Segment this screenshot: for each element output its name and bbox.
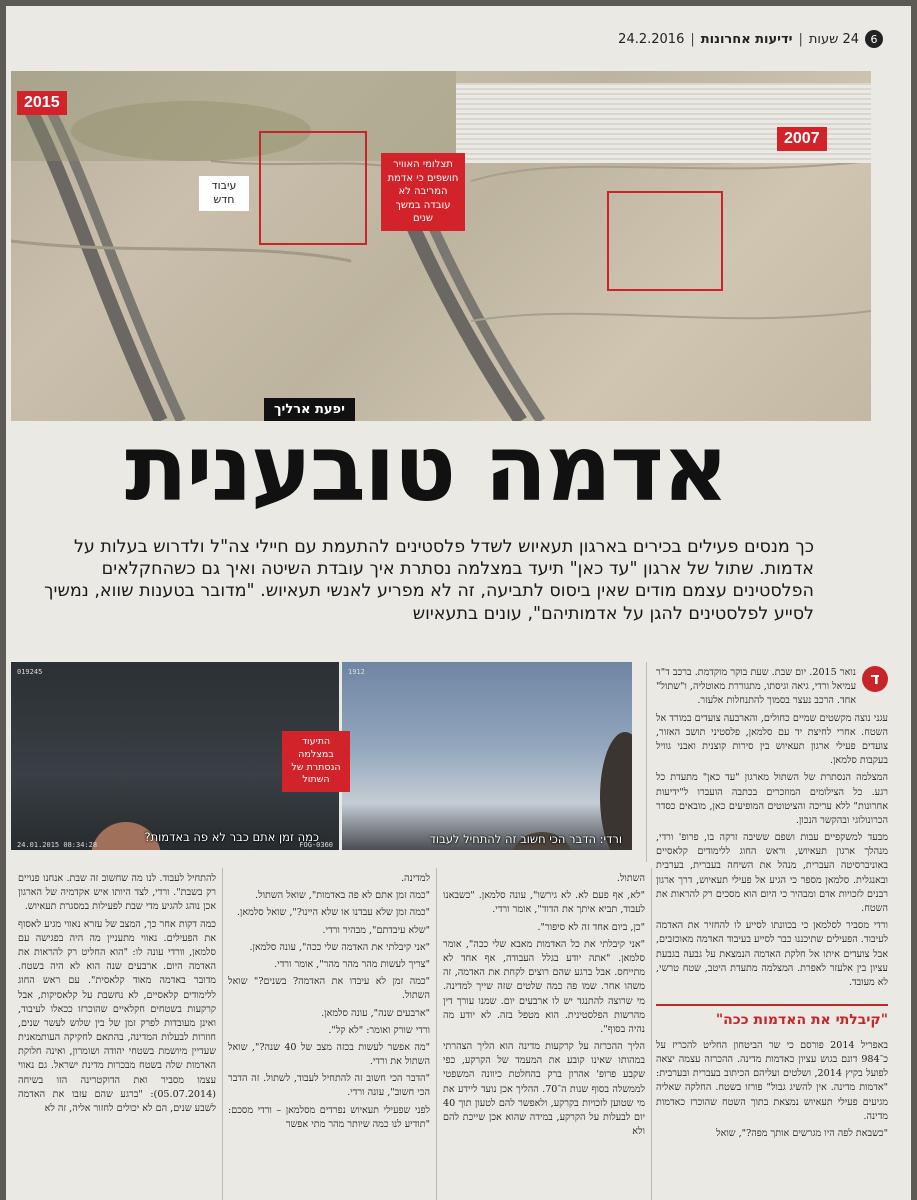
issue-date: 24.2.2016 [618,31,685,47]
paragraph: כמה דקות אחר כך, המצב של עזרא נאווי מגיע לאסוף את הפעילים. נאווי מתעניין מה היה בפגישה עם סלמאן, וורדי עונה לו: "הוא החליט רק להראות את האדמה היום. ארבעים שנה הוא לא היה בשטח. מדובר באדמה מאוד קלאסית". עם ראש החוג ללימודים קלאסיים, לא נחשבת על קלאסיקות, אבל קרקעות בשטחים חקלאיים שהוכרזו ככאלו לעיבוד, ואינן מעובדות לפרק זמן של בין שלוש לעשר שנים, חוזרות לבעלות המדינה, בהתאם לחקיקה העותמאנית שעדיין מיושמת בשטחי יהודה ושומרון, ואינה חלוקת האדמות שלה בשטח מבכרות מדינת ישראל. גם נאווי עצמו מסביר ואת הדוקטרינה הזו בשיחה (05.07.2014): "ברגע שהם עזבו את האדמה לשבע שנים, הם לא יכולים לחזור אליה, זה לא [18,918,216,1114]
paragraph: "הדבר הכי חשוב זה להתחיל לעבוד, לשתול. זה הדבר הכי חשוב", עונה ורדי. [228,1073,430,1099]
column-text [656,1039,888,1141]
paragraph: "לא, אף פעם לא. לא גירשו", עונה סלמאן. "כשבאנו לעבוד, תביא איתך את הדוד", אומר ורדי. [443,890,645,916]
decorative-stripes [456,83,871,163]
column-rule [651,868,652,1200]
column-rule [646,662,647,862]
year-badge-2015: 2015 [17,91,67,115]
paragraph: "כן, ביום אחד זה לא סיפור". [537,921,645,933]
paragraph: לפני שפעילי תעאיוש נפרדים מסלמאן – ורדי מסכם: "תודיע לנו כמה שיותר מהר מתי אפשר [228,1104,430,1130]
aerial-caption: תצלומי האוויר חושפים כי אדמת המריבה לא עובדה במשך שנים [381,153,465,231]
paragraph: "אני קיבלתי את האדמה שלי ככה", עונה סלמאן. [249,941,430,953]
masthead [618,30,883,48]
hidden-camera-caption: התיעוד במצלמה הנסתרת של השתול [282,731,350,792]
paragraph: נואר 2015. יום שבת. שעת בוקר מוקדמת. ברכב ד"ר עמיאל ורדי, גיאה וגיסתו, מתגוררת מאוטליה, ו"שתול" אחד. הרכב נעצר בסמוך להתנחלות אלעזר. [656,667,856,707]
frame-code: 019245 [17,668,43,676]
paragraph: "צריך לעשות מהר מהר מהר", אומר ורדי. [274,958,430,970]
column-rule [436,868,437,1200]
highlight-box-2007 [607,191,723,291]
article-column-3 [228,872,430,1196]
column-text [656,666,888,990]
paragraph: להתחיל לעבוד. לנו מה שחשוב זה שבת. אנחנו פנויים רק בשבת". ורדי, לצד היותו איש אקדמיה של הארגון אכן נוהג להגיע מדי שבת לפעילות במסגרת תעאיוש. [18,873,216,913]
newspaper-page [6,6,911,1200]
newspaper-name: ידיעות אחרונות [700,31,793,47]
hidden-camera-frame-right [342,662,632,850]
paragraph: "כמה זמן אתם לא פה באדמות", שואל השתול. [255,890,430,902]
paragraph: השתול. [616,873,645,884]
paragraph: מבעד למשקפיים עבות ושפם ששיבה זרקה בו, פרופ' ורדי, מנהלך ארגון תעאיוש, וראש החוג ללימודים קלאסיים באוניברסיטה העברית, מנהל את השיחה בעברית, בערבית ובאנגלית. סלמאן מספר כי הגיע אל פעילי תעאיוש, דרך ארגון רבנים לזכויות אדם ומבהיר כי היום הוא מסכים רק להראות את השטח. [656,832,888,914]
paragraph: "מה אפשר לעשות בכזה מצב של 40 שנה?", שואל השתול את ורדי. [228,1041,430,1068]
section-heading: "קיבלתי את האדמות ככה" [656,1004,888,1031]
paragraph: ורדי מסביר לסלמאן כי בכוונתו לסייע לו להחזיר את האדמה לעיבוד. הפעילים שתיכננו כבר לסייע בעיבוד האדמה מאוכזבים, אבל צועדים איתו אל חלקת האדמה הנמצאת על גבעה בגבעת עציון בין אלעזר לאפרת. המצלמה מתעדת היטב, שטח טרשי, לא מעובד. [656,920,888,988]
year-badge-2007: 2007 [777,127,827,151]
frame-camera-id: FOG-0360 [299,841,333,849]
highlight-box-2015 [259,131,367,245]
masthead-divider: | [690,31,695,47]
paragraph: "כשבאת לפה היו מגרשים אותך מפה?", שואל [716,1127,888,1139]
paragraph: המצלמה הנסתרת של השתול מארגון "עד כאן" מתעדת כל רגע. כל הצילומים המוזכרים בכתבה הועברו ל"ידיעות אחרונות" ללא עריכה והציטוטים המופיעים כאן, מובאים כסדר הכרונולוגי ובהקשר הנכון. [656,772,888,826]
frame-timestamp: 24.01.2015 08:34:28 [17,841,98,849]
paragraph: עגני נוצה מקשטים שמיים כחולים, והארבעה צועדים במורד אל השטח. אחרי לחיצת יד עם סלמאן, פלסטיני תושב האזור, צועדים פעילי ארגון תעאיוש בין סירות קוצנית ואבני גוויל בעקבות סלמאן. [656,712,888,767]
aerial-photo [11,71,871,421]
page-number: 6 [865,30,883,48]
paragraph: "אני קיבלתי את כל האדמות מאבא שלי ככה", אומר סלמאן. "אתה יודע בגלל העבודה, אף אחד לא מתייחס. אבל ברגע שהם רוצים לקחת את האדמה, זה משהו אחר. שמו פה כמה שלטים שזה שייך למדינה. מי שרוצה להתנגד יש לו ארבעים יום. שמנו עורך דין מהרשות הפלסטינית. הוא מטפל בזה. לא יודע מה נהיה בסוף". [443,938,645,1035]
paragraph: הליך ההכרזה על קרקעות מדינה הוא הליך הצהרתי במהותו שאינו קובע את המעמד של הקרקע, כפי שקבע פרופ' אהרון ברק בהחלטת כיוונה המשפטי לממשלה בסוף שנות ה־70. ההליך אכן נועד ליידע את מי שטוען לזכויות בקרקע, ולאפשר להם לטעון תוך 40 יום לבעלות על הקרקע, במידה שהוא אכן שייכת להם ולא [443,1041,645,1138]
frame-subtitle: ורדי: הדבר הכי חשוב זה להתחיל לעבוד [429,832,622,846]
paragraph: ורדי שורק ואומר: "לא קל". [328,1024,430,1036]
article-column-1 [656,666,888,1196]
paragraph: "ארבעים שנה", עונה סלמאן. [321,1007,430,1019]
new-work-label: עיבוד חדש [199,176,249,211]
frame-code: 1912 [348,668,365,676]
column-rule [222,868,223,1200]
section-name: 24 שעות [808,31,859,47]
paragraph: באפריל 2014 פורסם כי שר הביטחון החליט להכריז על כ־984 דונם בגוש עציון כאדמות מדינה. ההכרזה עצמה יצאה לפועל בקיץ 2014, ושלטים ועליהם הכיתוב בעברית ובערבית: "אדמות מדינה. אין להשיג גבול" פורזו בשטח. החלקה שאליה מגיעים פעילי תעאיוש נמצאת בתוך השטח שהוכרז כאדמות מדינה. [656,1039,888,1122]
article-column-4 [18,872,216,1196]
paragraph: למדינה. [401,873,430,884]
paragraph: "כמה זמן לא עיבדו את האדמה? בשנים?" שואל השתול. [228,976,430,1002]
headline: אדמה טובענית [125,415,727,522]
paragraph: "שלא עיבדתם", מבהיר ורדי. [322,924,430,936]
masthead-divider: | [798,31,803,47]
frame-subtitle: כמה זמן אתם כבר לא פה באדמות? [144,830,319,844]
paragraph: "כמה זמן שלא עבדנו או שלא היינו?", שואל סלמאן. [236,907,430,919]
article-column-2 [443,872,645,1196]
byline: יפעת ארליך [264,398,355,421]
drop-cap: ד [862,666,888,692]
subtitle: כך מנסים פעילים בכירים בארגון תעאיוש לשדל פלסטינים להתעמת עם חיילי צה"ל ולדרוש בעלות על אדמות. שתול של ארגון "עד כאן" תיעד במצלמה נסתרת איך עובדת השיטה ואיך גם כשהחקלאים הפלסטינים עצמם מודים שאין ביסוס לתביעה, זה לא מפריע לאנשי תעאיוש. "מדובר בטענות שווא, נמשיך לסייע לפלסטינים להגן על אדמותיהם", עונים בתעאיוש [44,537,814,624]
